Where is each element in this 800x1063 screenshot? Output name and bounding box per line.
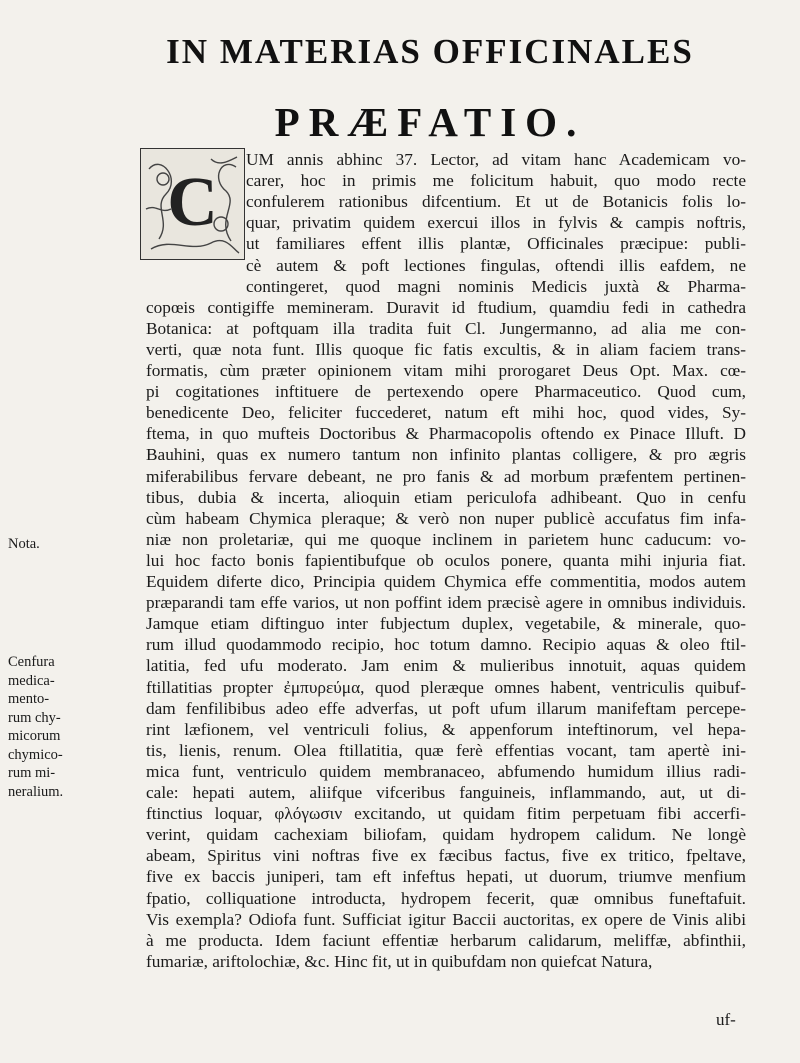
text-line: rint læfionem, vel ventriculi folius, & appenforum inteftinorum, vel hepa- [146,719,746,739]
text-line: abeam, Spiritus vini noftras five ex fæcibus factus, five ex tritico, fpeltave, [146,846,746,866]
text-line: Jamque etiam diftinguo inter fubjectum duplex, vegetabile, & minerale, quo- [146,614,746,634]
text-line: niæ non proletariæ, qui me quoque inclinem in parietem hunc caducum: vo- [146,529,746,549]
text-line: ftema, in quo mufteis Doctoribus & Pharmacopolis oftendo ex Pinace Illuft. D [146,424,746,444]
margin-note-line: Cenfura [8,654,55,670]
margin-note-line: chymico- [8,746,63,763]
text-line: verint, quidam cachexiam biliofam, quidam hydropem calidum. Ne longè [146,825,746,845]
text-line: dam fenfilibibus adeo effe adverfas, ut poft ufum illarum manifeftam percepe- [146,698,746,718]
text-line: lui hoc facto bonis fapientibufque ob oculos ponere, quanta mihi injuria fiat. [146,550,746,570]
margin-note-nota: Nota. [8,536,40,552]
text-line: quar, privatim quidem exercui illos in fylvis & campis noftris, [246,213,746,233]
margin-note-line: neralium. [8,783,64,800]
text-line: contingeret, quod magni nominis Medicis juxtà & Pharma- [246,276,746,296]
text-line: fpatio, colliquatione introducta, hydropem fecerit, quæ omnibus funeftafuit. [146,888,746,908]
catchword: uf- [716,1010,736,1029]
text-line: præparandi tam effe varios, ut non poffint idem præcisè agere in omnibus individuis. [146,593,746,613]
page-title: PRÆFATIO. [274,99,586,145]
margin-note-line: micorum [8,728,61,744]
text-line: Bauhini, quas ex numero tantum non infinito plantas colligere, & pro ægris [146,445,746,465]
text-line: five ex baccis juniperi, tam eft infeftus hepati, ut duorum, triumve menfium [146,867,746,887]
text-line: pi cogitationes inftituere de pertexendo opere Pharmaceutico. Quod cum, [146,382,746,402]
margin-note-line: medica- [8,672,55,689]
text-line: cùm habeam Chymica pleraque; & verò non nuper publicè accufatus fim infa- [146,508,746,528]
text-line: fumariæ, ariftolochiæ, &c. Hinc fit, ut in quibufdam non quiefcat Natura, [146,951,653,971]
initial-letter: C [167,164,218,241]
text-line: Equidem diferte dico, Principia quidem Chymica effe commentitia, modos autem [146,572,746,591]
text-line: mica funt, ventriculo quidem membranaceo, abfumendo humidum illius radi- [146,761,746,781]
text-line: miferabilibus fervare debeant, ne pro fanis & ad morbum præfentem pertinen- [146,466,746,486]
margin-note-line: mento- [8,691,50,707]
text-line: carer, hoc in primis me folicitum habuit, quo modo recte [246,171,746,191]
text-line: confulerem rationibus difcentium. Et ut de Botanicis folis lo- [246,192,746,212]
text-line: Vis exempla? Odiofa funt. Sufficiat igitur Baccii auctoritas, ex opere de Vinis alibi [146,909,746,929]
text-line: copœis contigiffe memineram. Duravit id ftudium, quamdiu fedi in cathedra [146,297,746,317]
text-line: benedicente Deo, feliciter fuccederet, natum eft mihi hoc, quod vides, Sy- [146,403,746,423]
text-line: tibus, dubia & incerta, alioquin etiam periculofa adhibeant. Quo in cenfu [146,487,746,507]
margin-note-line: rum chy- [8,709,61,726]
decorated-initial [140,148,245,260]
text-line: cale: hepati autem, aliifque vifceribus fanguineis, inflammando, aut, ut di- [146,783,746,802]
text-line: ftinctius loquar, φλόγωσιν excitando, ut quidam fitim perpetuam fibi accerfi- [146,804,746,824]
text-line: UM annis abhinc 37. Lector, ad vitam hanc Academicam vo- [246,150,746,169]
text-line: cè autem & poft lectiones fingulas, oftendi illis eafdem, ne [246,255,746,275]
running-head: IN MATERIAS OFFICINALES [166,32,694,71]
text-line: tis, lienis, renum. Olea ftillatitia, quæ ferè effentias vocant, tam apertè ini- [146,740,746,760]
text-line: formatis, cùm præter opinionem vitam mihi prorogaret Deus Opt. Max. cœ- [146,361,746,380]
text-line: ftillatitias propter ἐμπυρεύμα, quod pleræque omnes habent, ventriculis quibuf- [146,677,746,697]
text-line: Botanica: at poftquam illa tradita fuit Cl. Jungermanno, ad alia me con- [146,318,746,338]
text-line: latitia, fed ufu moderato. Jam enim & mulieribus innotuit, aquas quidem [146,656,746,676]
text-line: à me producta. Idem faciunt effentiæ herbarum calidarum, meliffæ, abfinthii, [146,930,746,950]
text-line: rum illud quodammodo recipio, hoc totum damno. Recipio aquas & oleo ftil- [146,635,746,655]
text-line: ut familiares effent illis plantæ, Officinales præcipue: publi- [246,234,746,254]
margin-note-line: rum mi- [8,765,56,781]
text-line: verti, quæ nota funt. Illis quoque fic fatis excultis, & in aliam faciem trans- [146,339,746,359]
